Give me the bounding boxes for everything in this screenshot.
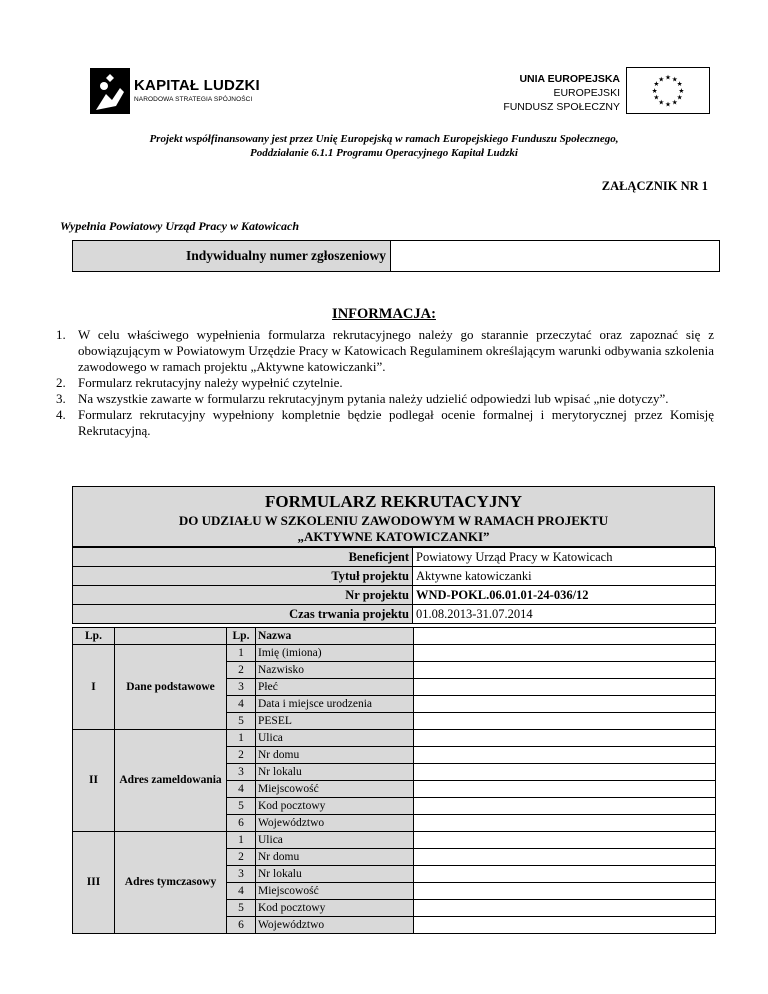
info-title: INFORMACJA: [332,306,436,322]
eu-line1: UNIA EUROPEJSKA [519,73,620,85]
info-item: 2. Formularz rekrutacyjny należy wypełnić czytelnie. [56,375,714,391]
eu-star-icon: ★ [676,93,683,102]
info-item-text: Formularz rekrutacyjny należy wypełnić czytelnie. [78,375,343,390]
field-label: Województwo [256,815,414,832]
section-group: Adres zameldowania [115,730,227,832]
row-number: 5 [227,713,256,730]
row-number: 6 [227,815,256,832]
row-number: 1 [227,645,256,662]
eu-star-icon: ★ [676,80,683,89]
field-label: Nr domu [256,747,414,764]
field-label: Kod pocztowy [256,798,414,815]
field-label: Imię (imiona) [256,645,414,662]
meta-key: Czas trwania projektu [73,605,413,624]
row-number: 3 [227,866,256,883]
row-number: 3 [227,679,256,696]
field-input[interactable] [414,866,716,883]
field-label: Województwo [256,917,414,934]
eu-flag-icon [626,67,710,114]
field-input[interactable] [414,713,716,730]
meta-value: WND-POKL.06.01.01-24-036/12 [413,586,716,605]
field-input[interactable] [414,900,716,917]
info-item: 3. Na wszystkie zawarte w formularzu rekrutacyjnym pytania należy udzielić odpowiedzi lub wpisać „nie dotyczy”. [56,391,714,407]
field-label: Kod pocztowy [256,900,414,917]
field-label: Miejscowość [256,781,414,798]
cofinancing-line1: Projekt współfinansowany jest przez Unię Europejską w ramach Europejskiego Funduszu Społecznego, [149,133,619,145]
field-input[interactable] [414,781,716,798]
cofinancing-line2: Poddziałanie 6.1.1 Programu Operacyjnego Kapitał Ludzki [250,147,518,159]
row-number: 3 [227,764,256,781]
id-number-label: Indywidualny numer zgłoszeniowy [73,241,391,271]
row-number: 1 [227,832,256,849]
field-input[interactable] [414,764,716,781]
field-label: PESEL [256,713,414,730]
row-number: 2 [227,662,256,679]
form-subtitle-1: DO UDZIAŁU W SZKOLENIU ZAWODOWYM W RAMACH PROJEKTU [178,513,609,528]
field-label: Płeć [256,679,414,696]
eu-line2: EUROPEJSKI [553,87,620,99]
eu-star-icon: ★ [671,75,678,84]
field-input[interactable] [414,849,716,866]
cofinancing-note [60,132,708,160]
meta-key: Beneficjent [73,548,413,567]
field-input[interactable] [414,815,716,832]
form-subtitle-2: „AKTYWNE KATOWICZANKI” [297,529,490,544]
info-item-text: Formularz rekrutacyjny wypełniony kompletnie będzie podlegał ocenie formalnej i merytorycznej przez Komisję Rekrutacyjną. [78,407,714,438]
form-header [72,486,715,547]
eu-line3: FUNDUSZ SPOŁECZNY [503,101,620,113]
section-number: I [73,645,115,730]
field-label: Ulica [256,730,414,747]
info-item-text: Na wszystkie zawarte w formularzu rekrutacyjnym pytania należy udzielić odpowiedzi lub wpisać „nie dotyczy”. [78,391,669,406]
meta-key: Tytuł projektu [73,567,413,586]
section-group: Adres tymczasowy [115,832,227,934]
meta-row [73,586,716,605]
form-title: FORMULARZ REKRUTACYJNY [264,492,523,511]
field-input[interactable] [414,832,716,849]
id-number-box [72,240,720,272]
row-number: 4 [227,781,256,798]
row-number: 4 [227,696,256,713]
row-number: 2 [227,747,256,764]
info-item: 1. W celu właściwego wypełnienia formularza rekrutacyjnego należy go starannie przeczytać oraz zapoznać się z obowiązującym w Powiatowym Urzędzie Pracy w Katowicach Regulaminem określającym warunki odbywania szkolenia zawodowego w ramach projektu „Aktywne katowiczanki”. [56,327,714,374]
field-input[interactable] [414,730,716,747]
field-label: Nr lokalu [256,866,414,883]
field-input[interactable] [414,662,716,679]
table-row [73,832,716,849]
field-input[interactable] [414,696,716,713]
meta-row [73,605,716,624]
field-input[interactable] [414,645,716,662]
row-number: 5 [227,900,256,917]
table-row [73,730,716,747]
field-input[interactable] [414,883,716,900]
field-input[interactable] [414,679,716,696]
eu-star-icon: ★ [665,73,671,82]
table-row [73,645,716,662]
eu-text [503,72,620,114]
meta-key: Nr projektu [73,586,413,605]
field-input[interactable] [414,747,716,764]
field-label: Miejscowość [256,883,414,900]
kl-logo-title: KAPITAŁ LUDZKI [134,77,260,94]
attachment-label: ZAŁĄCZNIK NR 1 [601,179,708,193]
field-input[interactable] [414,917,716,934]
row-number: 2 [227,849,256,866]
info-list [56,327,714,439]
row-number: 1 [227,730,256,747]
eu-star-icon: ★ [653,93,660,102]
eu-star-icon: ★ [678,86,685,95]
row-number: 4 [227,883,256,900]
row-number: 6 [227,917,256,934]
id-number-field[interactable] [391,241,719,271]
meta-value: 01.08.2013-31.07.2014 [413,605,716,624]
meta-value: Powiatowy Urząd Pracy w Katowicach [413,548,716,567]
section-number: III [73,832,115,934]
row-number: 5 [227,798,256,815]
eu-star-icon: ★ [658,75,665,84]
eu-star-icon: ★ [665,100,671,109]
table-header-row [73,628,716,645]
field-label: Nazwisko [256,662,414,679]
eu-star-icon: ★ [658,98,665,107]
meta-value: Aktywne katowiczanki [413,567,716,586]
info-item: 4. Formularz rekrutacyjny wypełniony kompletnie będzie podlegał ocenie formalnej i merytorycznej przez Komisję Rekrutacyjną. [56,407,714,438]
section-number: II [73,730,115,832]
field-label: Data i miejsce urodzenia [256,696,414,713]
field-label: Ulica [256,832,414,849]
personal-data-table [72,627,716,934]
section-group: Dane podstawowe [115,645,227,730]
col-lp2: Lp. [227,628,256,645]
field-input[interactable] [414,798,716,815]
field-label: Nr lokalu [256,764,414,781]
eu-star-icon: ★ [671,98,678,107]
kl-logo-subtitle: NARODOWA STRATEGIA SPÓJNOŚCI [134,96,253,103]
fills-in-note: Wypełnia Powiatowy Urząd Pracy w Katowicach [60,219,299,233]
meta-row [73,567,716,586]
project-meta-table [72,547,716,624]
col-lp: Lp. [73,628,115,645]
info-item-text: W celu właściwego wypełnienia formularza rekrutacyjnego należy go starannie przeczytać oraz zapoznać się z obowiązującym w Powiatowym Urzędzie Pracy w Katowicach Regulaminem określającym warunki odbywania szkolenia zawodowego w ramach projektu „Aktywne katowiczanki”. [78,327,714,374]
meta-row [73,548,716,567]
eu-star-icon: ★ [651,86,658,95]
eu-star-icon: ★ [653,80,660,89]
col-name: Nazwa [256,628,414,645]
field-label: Nr domu [256,849,414,866]
